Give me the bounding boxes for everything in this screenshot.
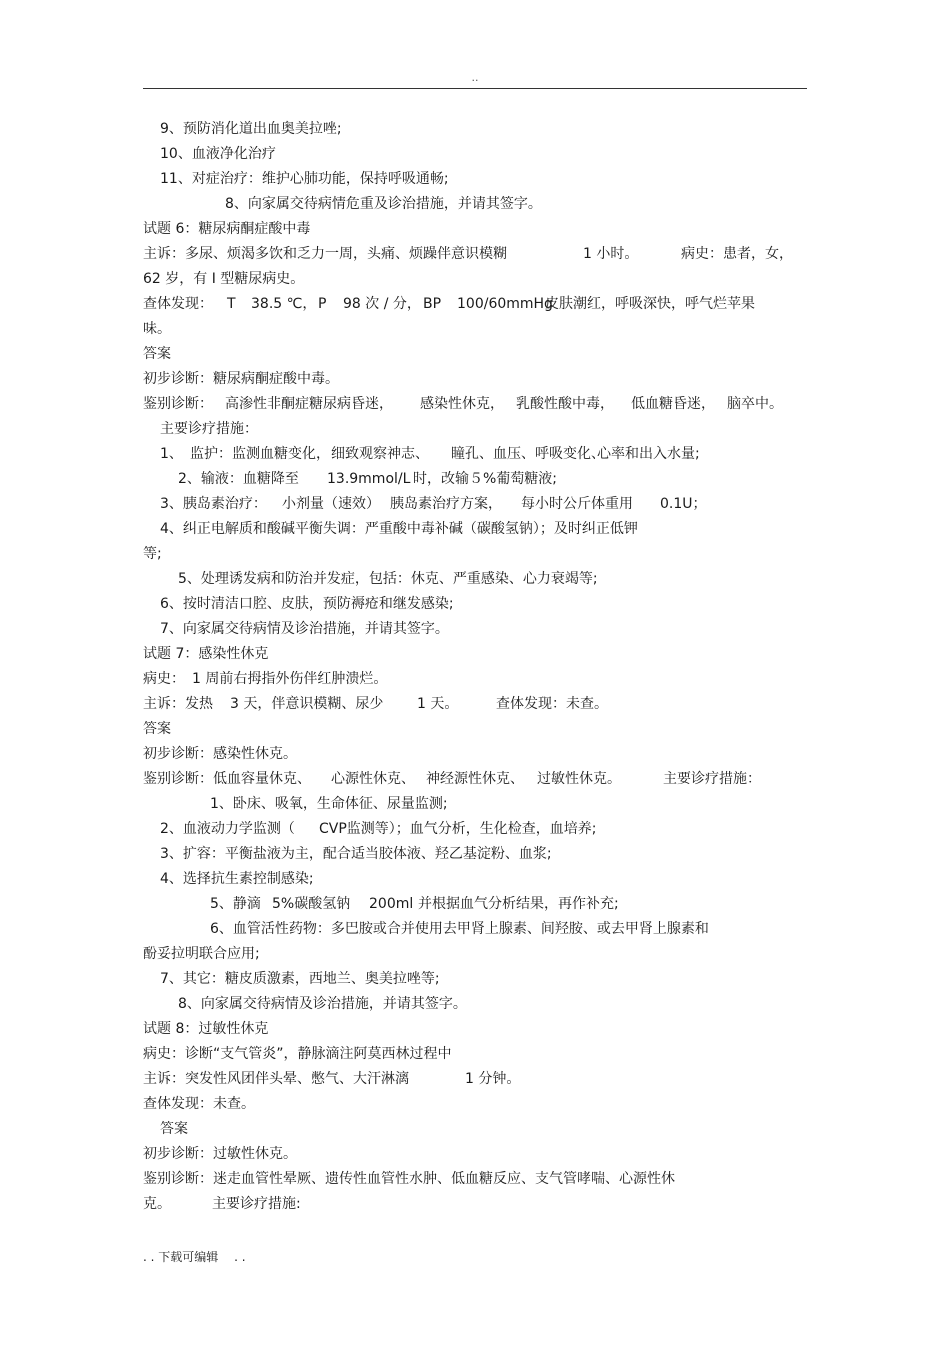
text-line-29-part-2: CVP监测等）；血气分析，生化检查，血培养; <box>319 821 597 837</box>
text-line-14-part-2: 监护：监测血糖变化， <box>190 446 330 462</box>
text-line-16-part-2: 小剂量（速效） <box>282 496 380 512</box>
text-line-12-part-1: 鉴别诊断： <box>143 396 213 412</box>
text-line-8-part-5: 98 次 / 分， <box>343 296 421 312</box>
text-line-8-part-2: T <box>227 296 236 312</box>
text-line-39-part-1: 主诉：突发性风团伴头晕、憋气、大汗淋漓 <box>143 1071 409 1087</box>
text-line-11: 初步诊断：糖尿病酮症酸中毒。 <box>143 371 339 387</box>
text-line-27-part-2: 心源性休克、 <box>331 771 415 787</box>
text-line-35: 7、其它：糖皮质激素，西地兰、奥美拉唑等; <box>160 971 440 987</box>
text-line-34: 酚妥拉明联合应用; <box>143 946 260 962</box>
text-line-32-part-4: 并根据血气分析结果，再作补充; <box>418 896 619 912</box>
text-line-40: 查体发现：未查。 <box>143 1096 255 1112</box>
text-line-24-part-2: 3 天，伴意识模糊、尿少 <box>230 696 384 712</box>
text-line-36: 8、向家属交待病情及诊治措施，并请其签字。 <box>178 996 467 1012</box>
text-line-43: 鉴别诊断：迷走血管性晕厥、遗传性血管性水肿、低血糖反应、支气管哮喘、心源性休 <box>143 1171 675 1187</box>
text-line-27-part-5: 主要诊疗措施： <box>663 771 761 787</box>
text-line-12-part-4: 乳酸性酸中毒， <box>516 396 614 412</box>
text-line-24-part-1: 主诉：发热 <box>143 696 213 712</box>
text-line-1: 9、预防消化道出血奥美拉唑; <box>160 121 342 137</box>
text-line-32-part-1: 5、静滴 <box>210 896 261 912</box>
text-line-27-part-3: 神经源性休克、 <box>426 771 524 787</box>
header-rule <box>143 88 807 89</box>
text-line-4: 8、向家属交待病情危重及诊治措施，并请其签字。 <box>225 196 542 212</box>
text-line-6-part-3: 病史：患者，女， <box>681 246 793 262</box>
text-line-8-part-7: 100/60mmHg <box>457 296 553 312</box>
text-line-10: 答案 <box>143 346 171 362</box>
text-line-44-part-1: 克。 <box>143 1196 171 1212</box>
text-line-16-part-3: 胰岛素治疗方案， <box>390 496 502 512</box>
text-line-23-part-1: 病史： <box>143 671 185 687</box>
text-line-18: 等; <box>143 546 162 562</box>
text-line-28: 1、卧床、吸氧，生命体征、尿量监测; <box>210 796 448 812</box>
text-line-41: 答案 <box>160 1121 188 1137</box>
text-line-39-part-2: 1 分钟。 <box>465 1071 521 1087</box>
text-line-27-part-4: 过敏性休克。 <box>537 771 621 787</box>
text-line-13: 主要诊疗措施： <box>160 421 258 437</box>
text-line-8-part-8: 皮肤潮红，呼吸深快，呼气烂苹果 <box>545 296 755 312</box>
text-line-20: 6、按时清洁口腔、皮肤，预防褥疮和继发感染; <box>160 596 454 612</box>
text-line-17: 4、纠正电解质和酸碱平衡失调：严重酸中毒补碱（碳酸氢钠）；及时纠正低钾 <box>160 521 638 537</box>
text-line-9: 味。 <box>143 321 171 337</box>
text-line-15-part-3: 时，改输５%葡萄糖液; <box>413 471 558 487</box>
text-line-31: 4、选择抗生素控制感染; <box>160 871 314 887</box>
text-line-14-part-4: 瞳孔、血压、呼吸变化、 <box>451 446 605 462</box>
text-line-7: 62 岁，有 I 型糖尿病史。 <box>143 271 305 287</box>
text-line-12-part-3: 感染性休克， <box>420 396 504 412</box>
text-line-30: 3、扩容：平衡盐液为主，配合适当胶体液、羟乙基淀粉、血浆; <box>160 846 552 862</box>
text-line-21: 7、向家属交待病情及诊治措施，并请其签字。 <box>160 621 449 637</box>
text-line-32-part-2: 5%碳酸氢钠 <box>272 896 351 912</box>
text-line-32-part-3: 200ml <box>369 896 414 912</box>
text-line-37: 试题 8：过敏性休克 <box>143 1021 269 1037</box>
text-line-8-part-6: BP <box>423 296 442 312</box>
text-line-12-part-6: 脑卒中。 <box>727 396 783 412</box>
text-line-15-part-2: 13.9mmol/L <box>327 471 411 487</box>
text-line-12-part-2: 高渗性非酮症糖尿病昏迷， <box>225 396 393 412</box>
text-line-8-part-3: 38.5 ℃， <box>251 296 317 312</box>
header-mark: .. <box>471 71 479 84</box>
text-line-14-part-5: 心率和出入水量; <box>597 446 700 462</box>
text-line-24-part-4: 查体发现：未查。 <box>496 696 608 712</box>
text-line-27-part-1: 鉴别诊断：低血容量休克、 <box>143 771 311 787</box>
text-line-38: 病史：诊断“支气管炎”，静脉滴注阿莫西林过程中 <box>143 1046 452 1062</box>
text-line-44-part-2: 主要诊疗措施: <box>212 1196 301 1212</box>
text-line-14-part-1: 1、 <box>160 446 183 462</box>
text-line-3: 11、对症治疗：维护心肺功能，保持呼吸通畅; <box>160 171 449 187</box>
text-line-14-part-3: 细致观察神志、 <box>331 446 429 462</box>
text-line-2: 10、血液净化治疗 <box>160 146 276 162</box>
text-line-25: 答案 <box>143 721 171 737</box>
text-line-5: 试题 6：糖尿病酮症酸中毒 <box>143 221 311 237</box>
text-line-24-part-3: 1 天。 <box>417 696 459 712</box>
text-line-22: 试题 7：感染性休克 <box>143 646 269 662</box>
text-line-16-part-4: 每小时公斤体重用 <box>521 496 633 512</box>
text-line-6-part-1: 主诉：多尿、烦渴多饮和乏力一周，头痛、烦躁伴意识模糊 <box>143 246 507 262</box>
text-line-16-part-1: 3、胰岛素治疗： <box>160 496 267 512</box>
text-line-16-part-5: 0.1U； <box>660 496 707 512</box>
text-line-29-part-1: 2、血液动力学监测（ <box>160 821 295 837</box>
text-line-26: 初步诊断：感染性休克。 <box>143 746 297 762</box>
text-line-19: 5、处理诱发病和防治并发症，包括：休克、严重感染、心力衰竭等; <box>178 571 598 587</box>
text-line-42: 初步诊断：过敏性休克。 <box>143 1146 297 1162</box>
text-line-8-part-4: P <box>318 296 327 312</box>
text-line-15-part-1: 2、输液：血糖降至 <box>178 471 299 487</box>
text-line-33: 6、血管活性药物：多巴胺或合并使用去甲肾上腺素、间羟胺、或去甲肾上腺素和 <box>210 921 709 937</box>
text-line-8-part-1: 查体发现： <box>143 296 213 312</box>
text-line-6-part-2: 1 小时。 <box>583 246 639 262</box>
text-line-12-part-5: 低血糖昏迷， <box>631 396 715 412</box>
text-line-23-part-2: 1 周前右拇指外伤伴红肿溃烂。 <box>192 671 388 687</box>
page-footer: . . 下载可编辑 . . <box>143 1250 246 1264</box>
